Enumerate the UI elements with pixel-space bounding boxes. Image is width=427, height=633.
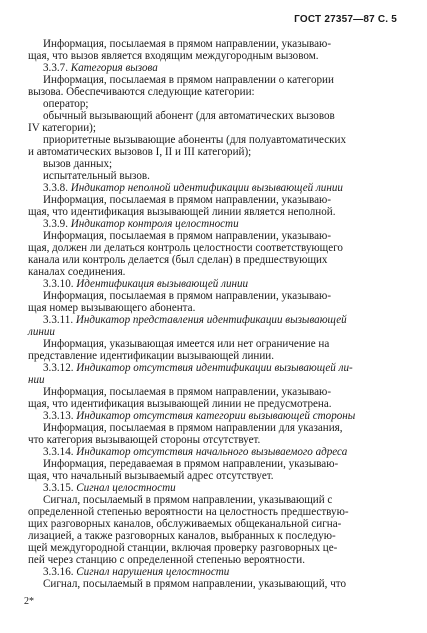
text-line xyxy=(28,314,401,326)
text-line: щей междугородной станции, включая проверку разговорных це- xyxy=(28,542,338,554)
text-line: Информация, посылаемая в прямом направлении, указываю- xyxy=(43,38,332,50)
text-line xyxy=(28,278,401,290)
section-heading: Сигнал целостности xyxy=(76,482,176,494)
section-heading: Категория вызова xyxy=(70,62,158,74)
text-line: оператор; xyxy=(43,98,89,110)
text-line xyxy=(28,446,401,458)
section-number: 3.3.10. xyxy=(43,278,77,290)
section-heading: Индикатор отсутствия идентификации вызывающей ли- xyxy=(76,362,353,374)
text-line xyxy=(28,374,401,386)
section-number: 3.3.13. xyxy=(43,410,77,422)
text-line xyxy=(28,566,401,578)
text-line xyxy=(28,326,401,338)
text-line: Информация, посылаемая в прямом направлении о категории xyxy=(43,74,334,86)
text-line: Информация, посылаемая в прямом направлении для указания, xyxy=(43,422,343,434)
text-line: и автоматических вызовов I, II и III категорий); xyxy=(28,146,252,158)
text-line: Информация, передаваемая в прямом направлении, указываю- xyxy=(43,458,339,470)
text-line: лизацией, а также разговорных каналов, выбранных к последую- xyxy=(28,530,336,542)
text-line: каналах соединения. xyxy=(28,266,126,278)
text-line: пей через станцию с определенной степенью вероятности. xyxy=(28,554,305,566)
text-line: щая, что вызов является входящим междугородным вызовом. xyxy=(28,50,319,62)
text-line xyxy=(28,182,401,194)
text-line: Информация, посылаемая в прямом направлении, указываю- xyxy=(43,386,332,398)
section-number: 3.3.12. xyxy=(43,362,77,374)
section-number: 3.3.14. xyxy=(43,446,77,458)
text-line: Информация, посылаемая в прямом направлении, указываю- xyxy=(43,194,332,206)
section-heading: Сигнал нарушения целостности xyxy=(76,566,230,578)
text-line: вызова. Обеспечиваются следующие категории: xyxy=(28,86,255,98)
text-line: IV категории); xyxy=(28,122,96,134)
section-number: 3.3.9. xyxy=(43,218,71,230)
section-heading: нии xyxy=(28,374,45,386)
text-line: щая, что идентификация вызывающей линии является неполной. xyxy=(28,206,336,218)
text-line: щая номер вызывающего абонента. xyxy=(28,302,196,314)
text-line xyxy=(28,362,401,374)
text-line: щих разговорных каналов, обслуживаемых общеканальной сигна- xyxy=(28,518,342,530)
text-line: Информация, указывающая имеется или нет ограничение на xyxy=(43,338,330,350)
section-heading: Идентификация вызывающей линии xyxy=(76,278,249,290)
section-heading: Индикатор отсутствия категории вызывающей стороны xyxy=(76,410,356,422)
section-heading: Индикатор неполной идентификации вызывающей линии xyxy=(70,182,343,194)
section-heading: Индикатор контроля целостности xyxy=(70,218,239,230)
text-line: щая, что начальный вызываемый адрес отсутствует. xyxy=(28,470,274,482)
text-line: щая, что идентификация вызывающей линии не предусмотрена. xyxy=(28,398,332,410)
text-line: Информация, посылаемая в прямом направлении, указываю- xyxy=(43,290,332,302)
text-line: представление идентификации вызывающей линии. xyxy=(28,350,275,362)
text-line xyxy=(28,410,401,422)
text-line: канала или контроль делается (был сделан) в предшествующих xyxy=(28,254,328,266)
text-line: определенной степенью вероятности на целостность предшествую- xyxy=(28,506,349,518)
section-number: 3.3.8. xyxy=(43,182,71,194)
text-line: вызов данных; xyxy=(43,158,113,170)
page-footer-mark: 2* xyxy=(24,596,34,607)
section-heading: Индикатор отсутствия начального вызываемого адреса xyxy=(76,446,348,458)
section-heading: линии xyxy=(28,326,55,338)
page-header: ГОСТ 27357—87 С. 5 xyxy=(294,14,397,25)
text-line: Информация, посылаемая в прямом направлении, указываю- xyxy=(43,230,332,242)
text-line xyxy=(28,482,401,494)
text-line: щая, должен ли делаться контроль целостности соответствующего xyxy=(28,242,343,254)
section-heading: Индикатор представления идентификации вызывающей xyxy=(75,314,347,326)
section-number: 3.3.15. xyxy=(43,482,77,494)
document-body xyxy=(28,38,401,590)
text-line: Сигнал, посылаемый в прямом направлении, указывающий с xyxy=(43,494,333,506)
section-number: 3.3.11. xyxy=(43,314,76,326)
text-line xyxy=(28,62,401,74)
text-line xyxy=(28,218,401,230)
text-line: приоритетные вызывающие абоненты (для полуавтоматических xyxy=(43,134,347,146)
text-line: испытательный вызов. xyxy=(43,170,150,182)
text-line: что категория вызывающей стороны отсутствует. xyxy=(28,434,261,446)
text-line: Сигнал, посылаемый в прямом направлении, указывающий, что xyxy=(43,578,347,590)
section-number: 3.3.16. xyxy=(43,566,77,578)
text-line: обычный вызывающий абонент (для автоматических вызовов xyxy=(43,110,335,122)
section-number: 3.3.7. xyxy=(43,62,71,74)
